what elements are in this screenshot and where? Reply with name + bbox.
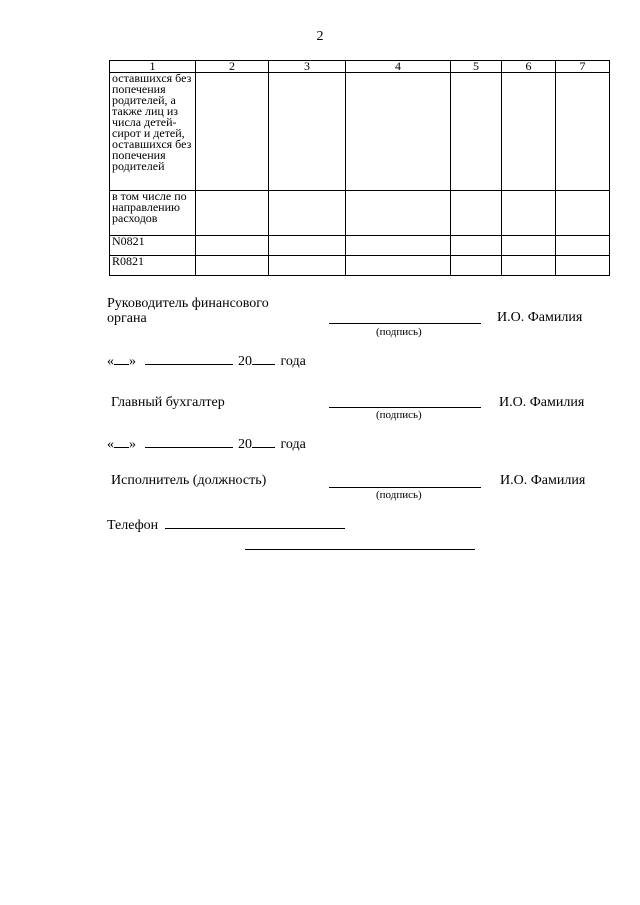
table-cell [556, 191, 610, 236]
column-header: 5 [451, 61, 502, 73]
executor-signature-line [329, 487, 481, 488]
table-cell [196, 191, 269, 236]
table-row [110, 191, 610, 236]
table-cell [556, 73, 610, 191]
row-label: оставшихся без попечения родителей, а также лиц из числа детей-сирот и детей, оставшихся без попечения родителей [110, 73, 196, 191]
column-header: 2 [196, 61, 269, 73]
row-label: N0821 [110, 236, 196, 256]
row-label: в том числе по направлению расходов [110, 191, 196, 236]
column-header: 3 [269, 61, 346, 73]
head-signature-label [107, 296, 269, 326]
year-suffix: года [280, 437, 306, 452]
phone-line [107, 518, 345, 534]
table-cell [269, 236, 346, 256]
column-header: 7 [556, 61, 610, 73]
head-name: И.О. Фамилия [497, 310, 583, 325]
table-cell [556, 236, 610, 256]
head-signature-line [329, 323, 481, 324]
table-cell [451, 236, 502, 256]
table-cell [502, 191, 556, 236]
year-prefix: 20 [238, 354, 252, 369]
column-header: 4 [346, 61, 451, 73]
date-close-quote: » [129, 354, 136, 369]
table-row [110, 256, 610, 276]
table-cell [451, 191, 502, 236]
date-close-quote: » [129, 437, 136, 452]
column-header: 1 [110, 61, 196, 73]
accountant-label: Главный бухгалтер [111, 395, 225, 410]
table-row [110, 73, 610, 191]
page-number: 2 [316, 29, 324, 44]
table-cell [346, 256, 451, 276]
report-table [109, 60, 610, 276]
year-suffix: года [280, 354, 306, 369]
table-cell [346, 191, 451, 236]
year-blank [252, 364, 275, 365]
day-blank [114, 364, 129, 365]
executor-label: Исполнитель (должность) [111, 473, 267, 488]
table-cell [269, 191, 346, 236]
executor-name: И.О. Фамилия [500, 473, 586, 488]
row-label: R0821 [110, 256, 196, 276]
table-cell [556, 256, 610, 276]
table-cell [196, 256, 269, 276]
head-label-line2: органа [107, 311, 147, 326]
table-cell [502, 73, 556, 191]
table-cell [196, 236, 269, 256]
month-blank [145, 447, 233, 448]
month-blank [145, 364, 233, 365]
table-cell [269, 73, 346, 191]
closing-rule [245, 549, 475, 550]
table-cell [346, 236, 451, 256]
accountant-name: И.О. Фамилия [499, 395, 585, 410]
head-signature-caption: (подпись) [376, 326, 422, 338]
day-blank [114, 447, 129, 448]
table-cell [451, 73, 502, 191]
head-label-line1: Руководитель финансового [107, 296, 269, 311]
column-header: 6 [502, 61, 556, 73]
phone-blank [165, 528, 345, 529]
table-cell [451, 256, 502, 276]
date-open-quote: « [107, 437, 114, 452]
date-line-2 [107, 437, 306, 453]
executor-signature-caption: (подпись) [376, 489, 422, 501]
accountant-signature-line [329, 407, 481, 408]
table-cell [502, 256, 556, 276]
phone-label: Телефон [107, 518, 159, 533]
table-cell [196, 73, 269, 191]
year-prefix: 20 [238, 437, 252, 452]
table-cell [502, 236, 556, 256]
date-open-quote: « [107, 354, 114, 369]
year-blank [252, 447, 275, 448]
date-line-1 [107, 354, 306, 370]
table-row [110, 236, 610, 256]
table-cell [269, 256, 346, 276]
accountant-signature-caption: (подпись) [376, 409, 422, 421]
table-cell [346, 73, 451, 191]
